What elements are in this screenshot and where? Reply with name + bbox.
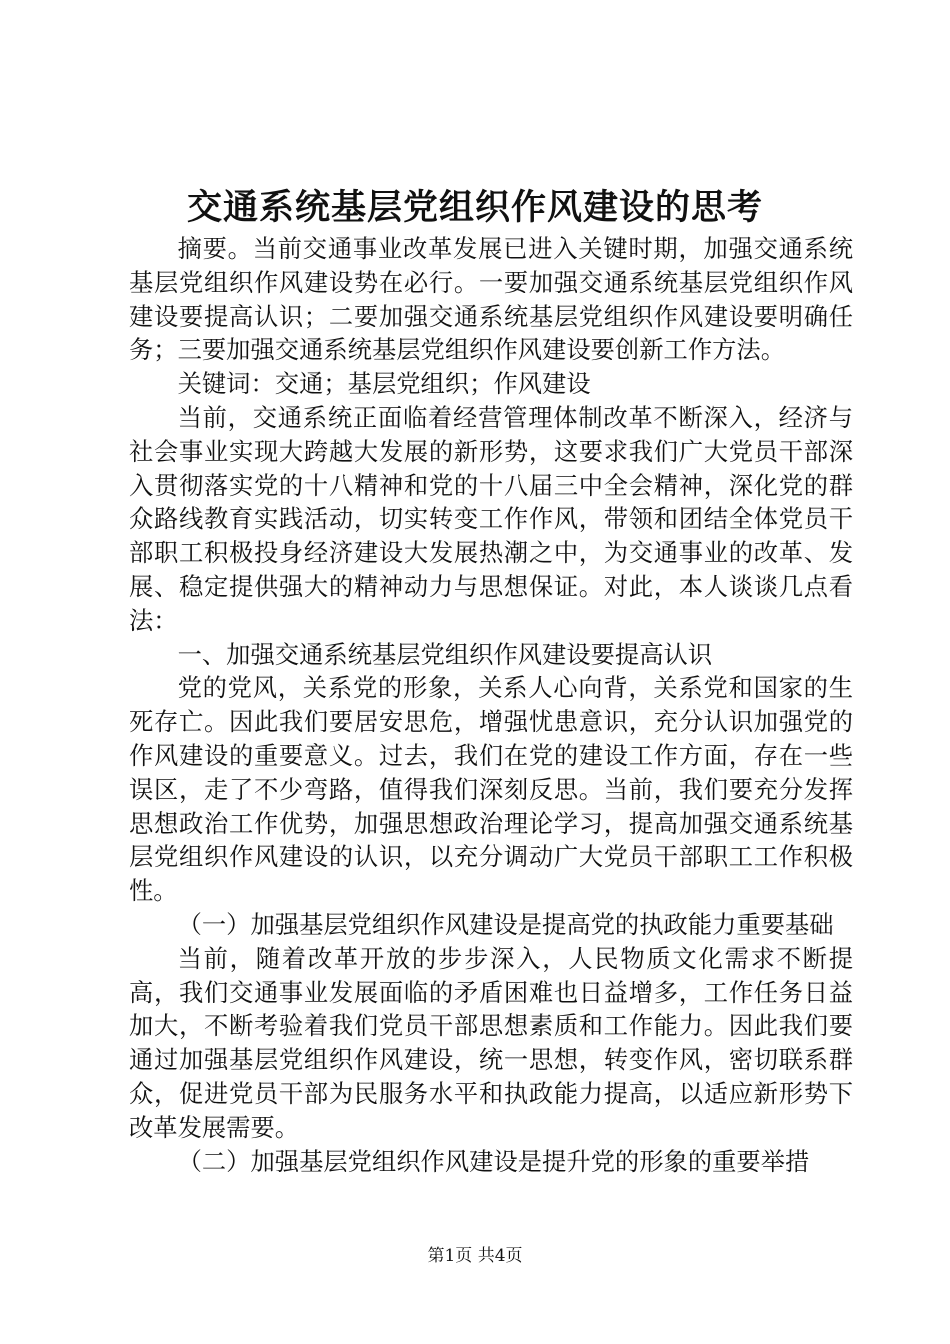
page-footer: 第1页 共4页 — [427, 1246, 523, 1266]
document-title: 交通系统基层党组织作风建设的思考 — [186, 187, 763, 228]
body-paragraph: 当前，随着改革开放的步步深入，人民物质文化需求不断提高，我们交通事业发展面临的矛盾困难也日益增多，工作任务日益加大，不断考验着我们党员干部思想素质和工作能力。因此我们要通过加强基层党组织作风建设，统一思想，转变作风，密切联系群众，促进党员干部为民服务水平和执政能力提高，以适应新形势下改革发展需要。 — [129, 943, 853, 1142]
abstract-paragraph: 摘要。当前交通事业改革发展已进入关键时期，加强交通系统基层党组织作风建设势在必行。一要加强交通系统基层党组织作风建设要提高认识；二要加强交通系统基层党组织作风建设要明确任务；三要加强交通系统基层党组织作风建设要创新工作方法。 — [129, 234, 853, 365]
keywords-paragraph: 关键词：交通；基层党组织；作风建设 — [177, 369, 591, 399]
section-heading-1: 一、加强交通系统基层党组织作风建设要提高认识 — [177, 639, 713, 669]
intro-paragraph: 当前，交通系统正面临着经营管理体制改革不断深入，经济与社会事业实现大跨越大发展的新形势，这要求我们广大党员干部深入贯彻落实党的十八精神和党的十八届三中全会精神，深化党的群众路线教育实践活动，切实转变工作作风，带领和团结全体党员干部职工积极投身经济建设大发展热潮之中，为交通事业的改革、发展、稳定提供强大的精神动力与思想保证。对此，本人谈谈几点看法： — [129, 402, 853, 635]
subsection-heading-1: （一）加强基层党组织作风建设是提高党的执政能力重要基础 — [177, 909, 834, 939]
subsection-heading-2: （二）加强基层党组织作风建设是提升党的形象的重要举措 — [177, 1146, 810, 1176]
body-paragraph: 党的党风，关系党的形象，关系人心向背，关系党和国家的生死存亡。因此我们要居安思危，增强忧患意识，充分认识加强党的作风建设的重要意义。过去，我们在党的建设工作方面，存在一些误区，走了不少弯路，值得我们深刻反思。当前，我们要充分发挥思想政治工作优势，加强思想政治理论学习，提高加强交通系统基层党组织作风建设的认识，以充分调动广大党员干部职工工作积极性。 — [129, 673, 853, 906]
document-body — [129, 232, 853, 1178]
